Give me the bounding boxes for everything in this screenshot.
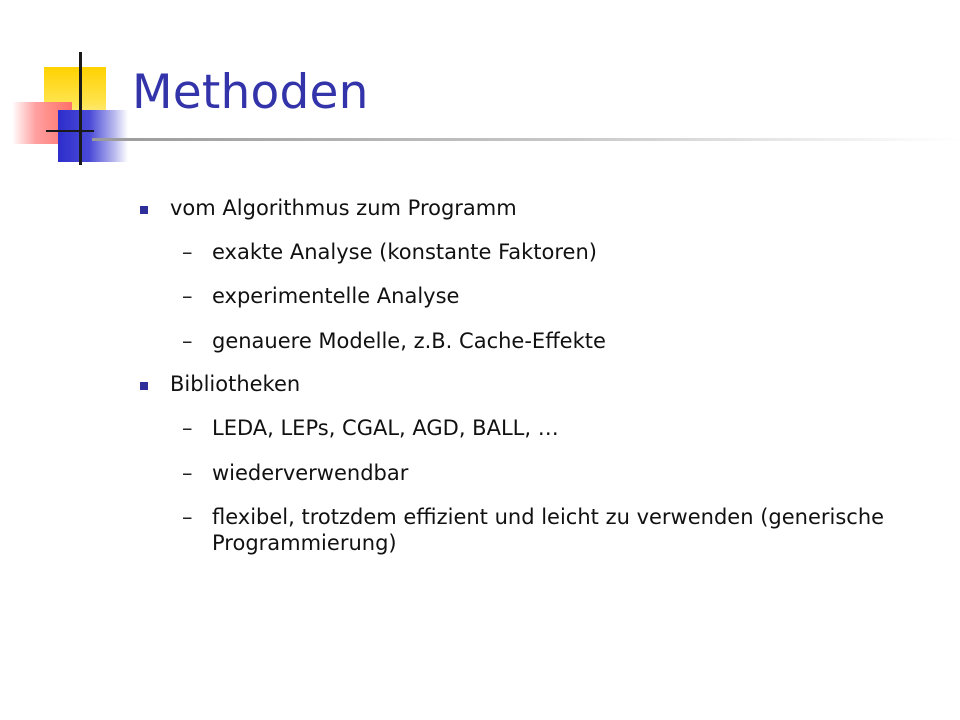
sub-bullet-item — [170, 416, 940, 442]
dash-icon: – — [182, 460, 193, 485]
dash-icon: – — [182, 505, 193, 530]
horizontal-line-decoration — [46, 130, 94, 132]
bullet-item — [130, 196, 940, 354]
sub-bullet-list — [170, 240, 940, 355]
dash-icon: – — [182, 239, 193, 264]
bullet-text: vom Algorithmus zum Programm — [170, 196, 517, 220]
sub-bullet-text: genauere Modelle, z.B. Cache-Effekte — [212, 328, 606, 353]
sub-bullet-text: flexibel, trotzdem effizient und leicht zu verwenden (generische Programmierung) — [212, 505, 885, 555]
bullet-item — [130, 372, 940, 556]
slide-title: Methoden — [132, 65, 369, 120]
bullet-text: Bibliotheken — [170, 372, 301, 397]
sub-bullet-text: exakte Analyse (konstante Faktoren) — [212, 239, 597, 264]
square-bullet-icon — [140, 382, 148, 390]
title-underline — [92, 138, 960, 141]
vertical-line-decoration — [79, 52, 82, 165]
sub-bullet-text: LEDA, LEPs, CGAL, AGD, BALL, … — [212, 416, 559, 441]
sub-bullet-item — [170, 329, 940, 355]
sub-bullet-item — [170, 240, 940, 266]
bullet-list — [130, 196, 940, 574]
square-bullet-icon — [140, 206, 148, 214]
sub-bullet-item — [170, 505, 940, 556]
dash-icon: – — [182, 416, 193, 441]
slide-logo-decoration — [0, 0, 140, 170]
sub-bullet-item — [170, 284, 940, 310]
dash-icon: – — [182, 328, 193, 353]
sub-bullet-text: experimentelle Analyse — [212, 284, 460, 309]
dash-icon: – — [182, 284, 193, 309]
sub-bullet-list — [170, 416, 940, 556]
sub-bullet-text: wiederverwendbar — [212, 460, 409, 485]
sub-bullet-item — [170, 461, 940, 487]
blue-square-decoration — [58, 110, 128, 162]
